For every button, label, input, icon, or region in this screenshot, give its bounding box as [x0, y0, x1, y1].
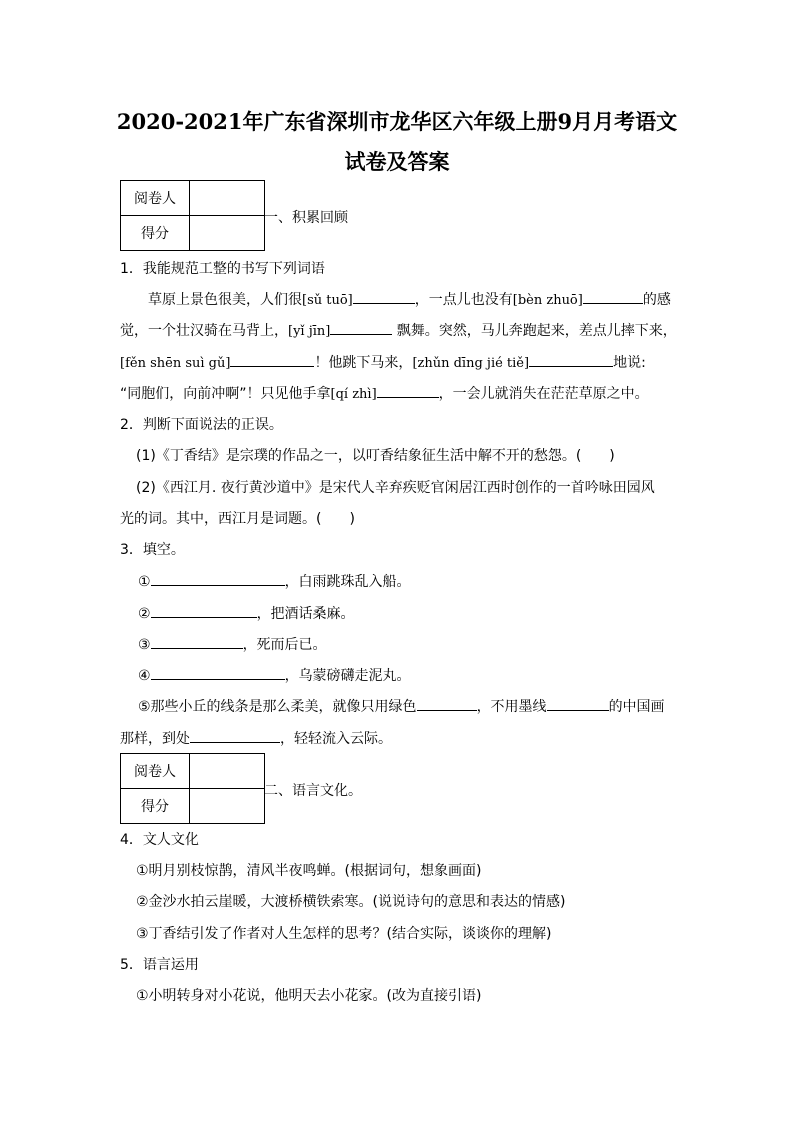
q4-heading: 4．文人文化 — [120, 832, 199, 848]
score-label: 得分 — [121, 789, 190, 824]
reviewer-label: 阅卷人 — [121, 181, 190, 216]
q3-item-4: ④ ，乌蒙磅礴走泥丸。 — [138, 665, 411, 686]
q4-item-2: ②金沙水拍云崖暖，大渡桥横铁索寒。(说说诗句的意思和表达的情感) — [136, 894, 566, 910]
reviewer-cell[interactable] — [190, 181, 265, 216]
q1-line-3: [fěn shēn suì gǔ] ！他跳下马来，[zhǔn dīng jié tiě] 地说: — [120, 352, 646, 374]
q1-line-2: 觉，一个壮汉骑在马背上，[yǐ jīn] 飘舞。突然，马儿奔跑起来，差点儿摔下来， — [120, 320, 677, 342]
q1-line-4: “同胞们，向前冲啊”！只见他手拿[qí zhì] ，一会儿就消失在茫茫草原之中。 — [120, 383, 649, 405]
score-cell[interactable] — [190, 216, 265, 251]
q2-statement-2: (2)《西江月. 夜行黄沙道中》是宋代人辛弃疾贬官闲居江西时创作的一首吟咏田园风 — [136, 480, 655, 496]
page-title-line-1: 2020-2021年广东省深圳市龙华区六年级上册9月月考语文 — [116, 109, 678, 134]
score-cell[interactable] — [190, 789, 265, 824]
q3-heading: 3．填空。 — [120, 542, 185, 558]
page-title-line-2: 试卷及答案 — [344, 149, 450, 174]
score-table-1 — [120, 180, 265, 251]
score-label: 得分 — [121, 216, 190, 251]
q1-line-1: 草原上景色很美，人们很[sǔ tuō] ，一点儿也没有[bèn zhuō] 的感 — [148, 289, 671, 311]
q4-item-1: ①明月别枝惊鹊，清风半夜鸣蝉。(根据词句，想象画面) — [136, 863, 482, 879]
q3-item-5: ⑤那些小丘的线条是那么柔美，就像只用绿色 ，不用墨线 的中国画 — [138, 696, 665, 717]
q5-item-1: ①小明转身对小花说，他明天去小花家。(改为直接引语) — [136, 988, 482, 1004]
reviewer-cell[interactable] — [190, 754, 265, 789]
section-two-heading: 二、语言文化。 — [264, 783, 362, 799]
q4-item-3: ③丁香结引发了作者对人生怎样的思考？(结合实际，谈谈你的理解) — [136, 926, 552, 942]
q1-heading: 1．我能规范工整的书写下列词语 — [120, 261, 325, 277]
score-table-2 — [120, 753, 265, 824]
q3-item-2: ② ，把酒话桑麻。 — [138, 603, 355, 624]
q3-item-3: ③ ，死而后已。 — [138, 634, 327, 655]
q3-item-5-cont: 那样，到处 ，轻轻流入云际。 — [120, 728, 392, 749]
q2-statement-2-cont: 光的词。其中，西江月是词题。( ) — [120, 511, 355, 527]
reviewer-label: 阅卷人 — [121, 754, 190, 789]
section-one-heading: 一、积累回顾 — [264, 210, 348, 226]
q5-heading: 5．语言运用 — [120, 957, 199, 973]
q2-heading: 2．判断下面说法的正误。 — [120, 417, 283, 433]
q3-item-1: ① ，白雨跳珠乱入船。 — [138, 571, 411, 592]
q2-statement-1: (1)《丁香结》是宗璞的作品之一，以叮香结象征生活中解不开的愁怨。( ) — [136, 448, 615, 464]
